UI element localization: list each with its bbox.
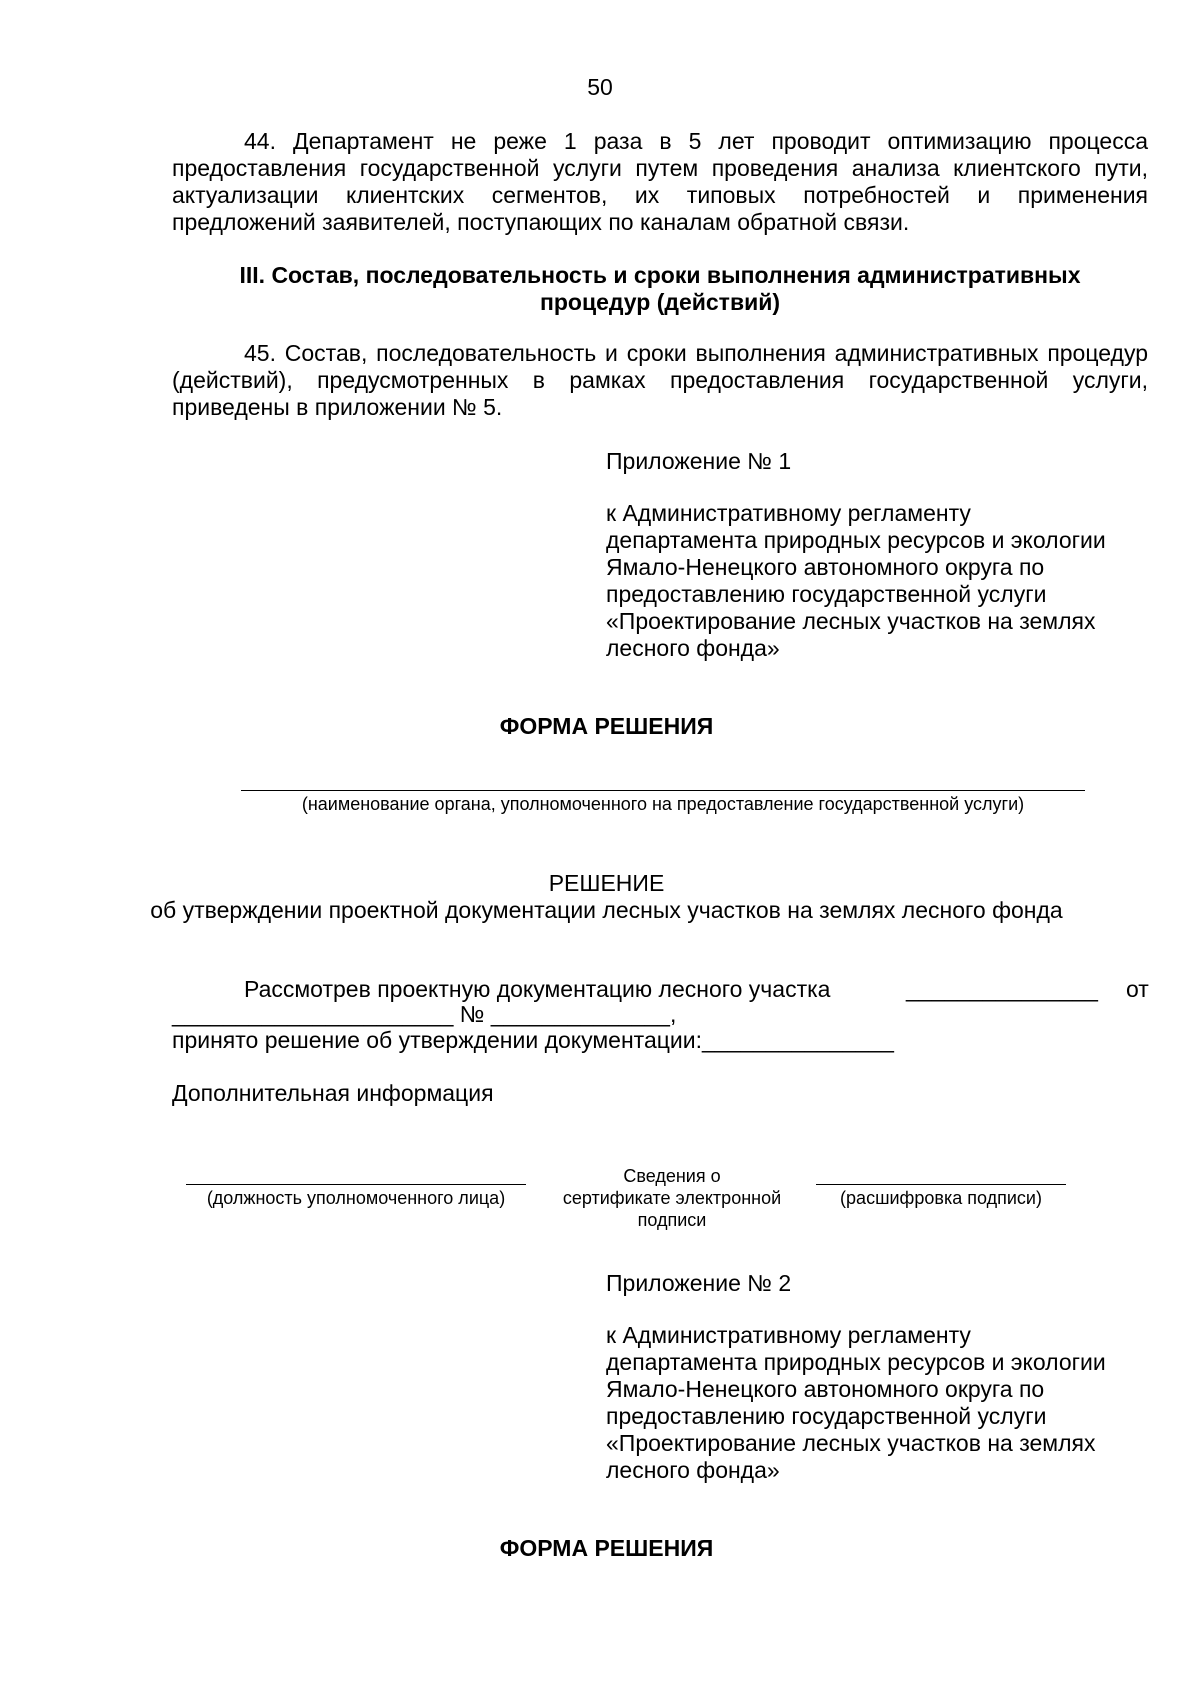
appendix-2-line: предоставлению государственной услуги (606, 1403, 1047, 1429)
project-number-blank: _______________ (906, 976, 1098, 1002)
paragraph-45-text: Состав, последовательность и сроки выполнения административных процедур (действий), предусмотренных в рамках предоставления государственной услуги, приведены в приложении № 5. (172, 340, 1149, 420)
appendix-1-title: Приложение № 1 (606, 448, 792, 474)
appendix-1-line: к Административному регламенту (606, 500, 971, 526)
decision-body-line-2: ______________________ № ______________, (172, 1001, 677, 1027)
signature-decoding-block (816, 1170, 1066, 1209)
appendix-2-header (606, 1270, 1166, 1484)
page-number: 50 (587, 74, 613, 100)
additional-info-label: Дополнительная информация (172, 1080, 494, 1106)
appendix-1-line: Ямало-Ненецкого автономного округа по (606, 554, 1045, 580)
signature-certificate-line1: Сведения о (623, 1166, 721, 1186)
decision-body-from: от (1126, 976, 1149, 1002)
appendix-2-line: «Проектирование лесных участков на землях (606, 1430, 1096, 1456)
appendix-1-line: лесного фонда» (606, 635, 780, 661)
decision-body-line-3: принято решение об утверждении документации:_______________ (172, 1027, 894, 1053)
signature-position-block (186, 1170, 526, 1209)
appendix-1-line: департамента природных ресурсов и экологии (606, 527, 1106, 553)
signature-certificate-block (546, 1165, 798, 1231)
appendix-2-line: к Административному регламенту (606, 1322, 971, 1348)
appendix-2-line: Ямало-Ненецкого автономного округа по (606, 1376, 1045, 1402)
appendix-2-line: лесного фонда» (606, 1457, 780, 1483)
organization-name-caption: (наименование органа, уполномоченного на предоставление государственной услуги) (301, 794, 1025, 814)
paragraph-44-number: 44. (244, 128, 276, 154)
form-1-title: ФОРМА РЕШЕНИЯ (499, 713, 714, 739)
decision-heading: РЕШЕНИЕ (548, 870, 665, 896)
appendix-1-line: предоставлению государственной услуги (606, 581, 1047, 607)
appendix-2-title: Приложение № 2 (606, 1270, 792, 1296)
paragraph-44 (172, 128, 1148, 236)
paragraph-45 (172, 340, 1148, 421)
signature-certificate-line3: подписи (637, 1210, 707, 1230)
signature-position-caption: (должность уполномоченного лица) (206, 1188, 506, 1208)
signature-position-line (186, 1184, 526, 1185)
paragraph-44-text: Департамент не реже 1 раза в 5 лет проводит оптимизацию процесса предоставления государственной услуги путем проведения анализа клиентского пути, актуализации клиентских сегментов, их типовых потребностей и применения предложений заявителей, поступающих по каналам обратной связи. (172, 128, 1149, 235)
decision-subtitle: об утверждении проектной документации лесных участков на землях лесного фонда (150, 897, 1063, 923)
form-2-title: ФОРМА РЕШЕНИЯ (499, 1535, 714, 1561)
section-3-heading-line1: III. Состав, последовательность и сроки выполнения административных (239, 262, 1081, 288)
signature-decoding-line (816, 1184, 1066, 1185)
appendix-2-line: департамента природных ресурсов и экологии (606, 1349, 1106, 1375)
appendix-1-header (606, 448, 1166, 662)
signature-certificate-line2: сертификате электронной (562, 1188, 782, 1208)
signature-decoding-caption: (расшифровка подписи) (840, 1188, 1042, 1208)
section-3-heading (172, 262, 1148, 316)
appendix-1-line: «Проектирование лесных участков на землях (606, 608, 1096, 634)
organization-name-line (241, 790, 1085, 791)
decision-body-line-1: Рассмотрев проектную документацию лесного участка (244, 976, 831, 1002)
paragraph-45-number: 45. (244, 340, 276, 366)
section-3-heading-line2: процедур (действий) (539, 289, 781, 315)
